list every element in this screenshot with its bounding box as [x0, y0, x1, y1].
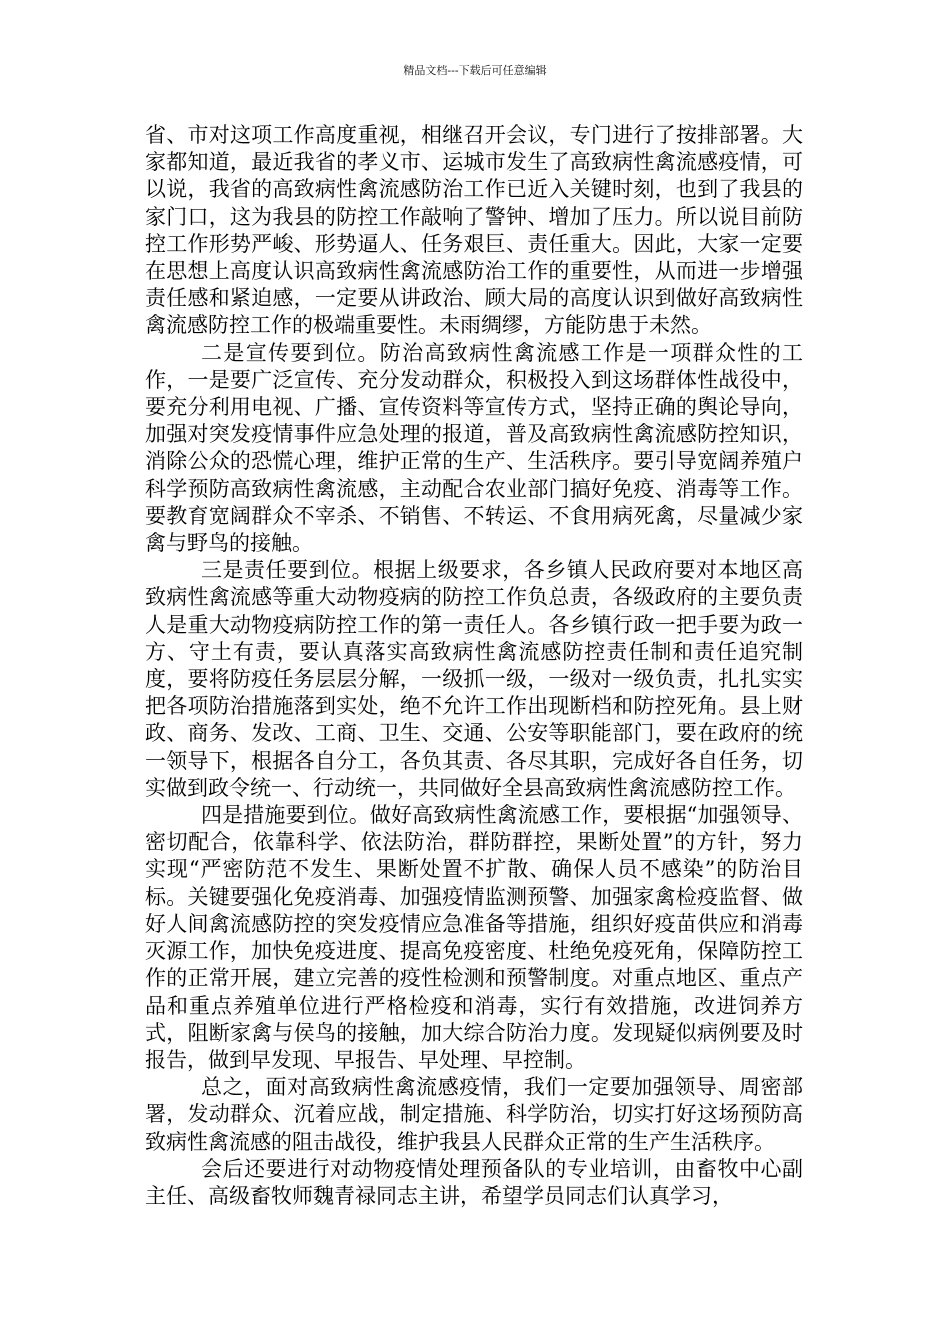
paragraph-measures: 四是措施要到位。做好高致病性禽流感工作，要根据“加强领导、密切配合，依靠科学、依法防治，群防群控，果断处置”的方针，努力实现“严密防范不发生、果断处置不扩散、确保人员不感染”的防治目标。关键要强化免疫消毒、加强疫情监测预警、加强家禽检疫监督、做好人间禽流感防控的突发疫情应急准备等措施，组织好疫苗供应和消毒灭源工作，加快免疫进度、提高免疫密度、杜绝免疫死角，保障防控工作的正常开展，建立完善的疫性检测和预警制度。对重点地区、重点产品和重点养殖单位进行严格检疫和消毒，实行有效措施，改进饲养方式，阻断家禽与侯鸟的接触，加大综合防治力度。发现疑似病例要及时报告，做到早发现、早报告、早处理、早控制。: [145, 803, 803, 1072]
paragraph-summary: 总之，面对高致病性禽流感疫情，我们一定要加强领导、周密部署，发动群众、沉着应战，制定措施、科学防治，切实打好这场预防高致病性禽流感的阻击战役，维护我县人民群众正常的生产生活秩序。: [145, 1075, 803, 1154]
paragraph-responsibility: 三是责任要到位。根据上级要求，各乡镇人民政府要对本地区高致病性禽流感等重大动物疫病的防控工作负总责，各级政府的主要负责人是重大动物疫病防控工作的第一责任人。各乡镇行政一把手要为政一方、守土有责，要认真落实高致病性禽流感防控责任制和责任追究制度，要将防疫任务层层分解，一级抓一级，一级对一级负责，扎扎实实把各项防治措施落到实处，绝不允许工作出现断档和防控死角。县上财政、商务、发改、工商、卫生、交通、公安等职能部门，要在政府的统一领导下，根据各自分工，各负其责、各尽其职，完成好各自任务，切实做到政令统一、行动统一，共同做好全县高致病性禽流感防控工作。: [145, 558, 803, 800]
paragraph-training: 会后还要进行对动物疫情处理预备队的专业培训，由畜牧中心副主任、高级畜牧师魏青禄同志主讲，希望学员同志们认真学习，: [145, 1156, 803, 1208]
paragraph-continued-from-previous-page: 省、市对这项工作高度重视，相继召开会议，专门进行了按排部署。大家都知道，最近我省的孝义市、运城市发生了高致病性禽流感疫情，可以说，我省的高致病性禽流感防治工作已近入关键时刻，也到了我县的家门口，这为我县的防控工作敲响了警钟、增加了压力。所以说目前防控工作形势严峻、形势逼人、任务艰巨、责任重大。因此，大家一定要在思想上高度认识高致病性禽流感防治工作的重要性，从而进一步增强责任感和紧迫感，一定要从讲政治、顾大局的高度认识到做好高致病性禽流感防控工作的极端重要性。未雨绸缪，方能防患于未然。: [145, 123, 803, 338]
document-body: [145, 122, 803, 1210]
page-header: 精品文档---下载后可任意编辑: [403, 64, 547, 77]
paragraph-publicity: 二是宣传要到位。防治高致病性禽流感工作是一项群众性的工作，一是要广泛宣传、充分发动群众，积极投入到这场群体性战役中，要充分利用电视、广播、宣传资料等宣传方式，坚持正确的舆论导向，加强对突发疫情事件应急处理的报道，普及高致病性禽流感防控知识，消除公众的恐慌心理，维护正常的生产、生活秩序。要引导宽阔养殖户科学预防高致病性禽流感，主动配合农业部门搞好免疫、消毒等工作。要教育宽阔群众不宰杀、不销售、不转运、不食用病死禽，尽量减少家禽与野鸟的接触。: [145, 340, 803, 556]
